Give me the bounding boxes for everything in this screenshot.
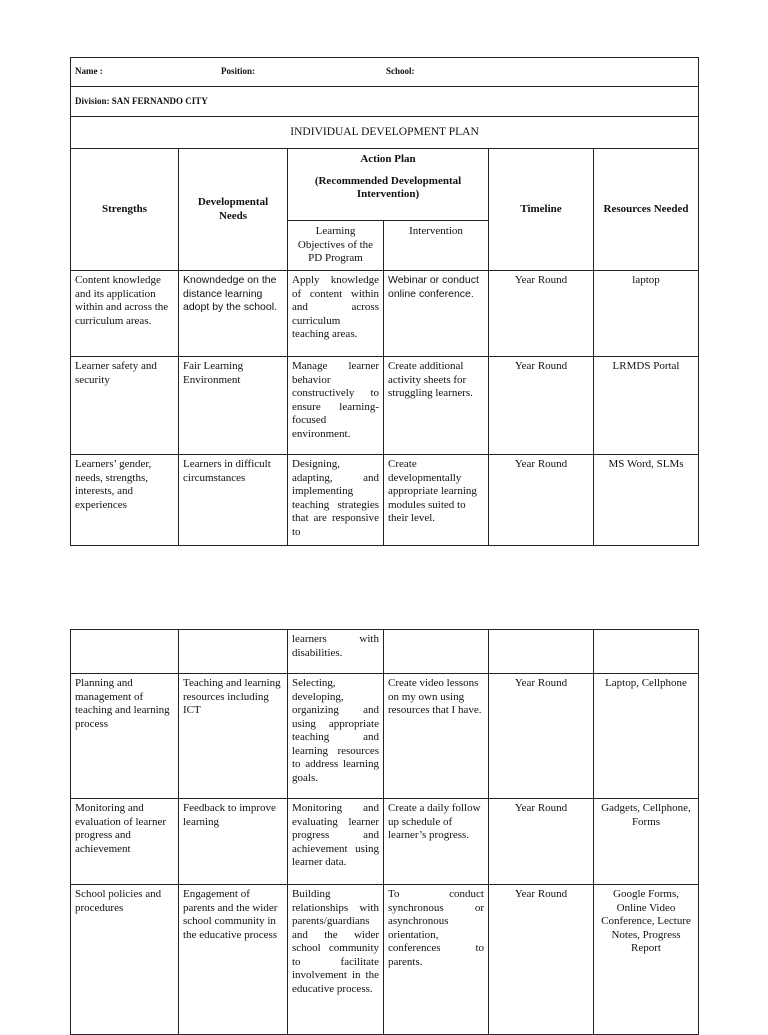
col-header-resources: Resources Needed	[594, 149, 699, 271]
idp-table-page2	[70, 629, 699, 1035]
objective-cell: Building relationships with parents/guardians and the wider school community to facilitate involvement in the educative process.	[288, 885, 384, 1035]
strength-cell: Monitoring and evaluation of learner progress and achievement	[71, 799, 179, 885]
col-header-learning-objectives: Learning Objectives of the PD Program	[288, 221, 384, 271]
strength-cell: Learners’ gender, needs, strengths, interests, and experiences	[71, 455, 179, 546]
objective-cell: Apply knowledge of content within and across curriculum teaching areas.	[288, 271, 384, 357]
page-title: INDIVIDUAL DEVELOPMENT PLAN	[71, 117, 699, 149]
col-header-strengths: Strengths	[71, 149, 179, 271]
need-cell: Learners in difficult circumstances	[179, 455, 288, 546]
timeline-cell: Year Round	[489, 885, 594, 1035]
col-header-intervention: Intervention	[384, 221, 489, 271]
need-cell: Teaching and learning resources including ICT	[179, 674, 288, 799]
info-row-division	[71, 87, 699, 117]
col-header-timeline: Timeline	[489, 149, 594, 271]
col-header-developmental-needs: Developmental Needs	[179, 149, 288, 271]
col-header-action-plan	[288, 149, 489, 221]
timeline-cell: Year Round	[489, 357, 594, 455]
division-value: SAN FERNANDO CITY	[111, 95, 208, 106]
timeline-cell: Year Round	[489, 674, 594, 799]
objective-cell: Selecting, developing, organizing and using appropriate teaching and learning resources to address learning goals.	[288, 674, 384, 799]
strength-cell: Content knowledge and its application within and across the curriculum areas.	[71, 271, 179, 357]
name-label: Name :	[75, 66, 103, 77]
table-row	[71, 799, 699, 885]
table-row	[71, 357, 699, 455]
need-cell: Knowndedge on the distance learning adopt by the school.	[179, 271, 288, 357]
table-row	[71, 271, 699, 357]
action-plan-sublabel: (Recommended Developmental Intervention)	[314, 175, 462, 200]
division-label: Division:	[75, 95, 110, 106]
resources-cell: Laptop, Cellphone	[594, 674, 699, 799]
resources-cell: Gadgets, Cellphone, Forms	[594, 799, 699, 885]
need-cell: Engagement of parents and the wider school community in the educative process	[179, 885, 288, 1035]
info-row-name	[71, 58, 699, 87]
school-label: School:	[386, 66, 415, 77]
timeline-cell: Year Round	[489, 799, 594, 885]
idp-table-page1	[70, 57, 699, 546]
intervention-cell: Create video lessons on my own using resources that I have.	[384, 674, 489, 799]
need-cell: Fair Learning Environment	[179, 357, 288, 455]
intervention-cell: Create a daily follow up schedule of learner’s progress.	[384, 799, 489, 885]
timeline-cell: Year Round	[489, 455, 594, 546]
resources-cell: laptop	[594, 271, 699, 357]
objective-cell: Monitoring and evaluating learner progress and achievement using learner data.	[288, 799, 384, 885]
table-row	[71, 455, 699, 546]
resources-cell: MS Word, SLMs	[594, 455, 699, 546]
resources-cell: Google Forms, Online Video Conference, Lecture Notes, Progress Report	[594, 885, 699, 1035]
strength-cell: Planning and management of teaching and learning process	[71, 674, 179, 799]
strength-cell: School policies and procedures	[71, 885, 179, 1035]
objective-continuation-cell: learners with disabilities.	[288, 630, 384, 674]
header-row	[71, 149, 699, 221]
intervention-cell: Webinar or conduct online conference.	[384, 271, 489, 357]
objective-cell: Manage learner behavior constructively to ensure learning-focused environment.	[288, 357, 384, 455]
title-row	[71, 117, 699, 149]
action-plan-label: Action Plan	[360, 153, 416, 165]
need-cell: Feedback to improve learning	[179, 799, 288, 885]
resources-cell: LRMDS Portal	[594, 357, 699, 455]
intervention-cell: Create additional activity sheets for struggling learners.	[384, 357, 489, 455]
continuation-row	[71, 630, 699, 674]
position-label: Position:	[221, 66, 256, 77]
table-row	[71, 674, 699, 799]
table-row	[71, 885, 699, 1035]
intervention-cell: Create developmentally appropriate learning modules suited to their level.	[384, 455, 489, 546]
intervention-cell: To conduct synchronous or asynchronous orientation, conferences to parents.	[384, 885, 489, 1035]
timeline-cell: Year Round	[489, 271, 594, 357]
strength-cell: Learner safety and security	[71, 357, 179, 455]
objective-cell: Designing, adapting, and implementing teaching strategies that are responsive to	[288, 455, 384, 546]
